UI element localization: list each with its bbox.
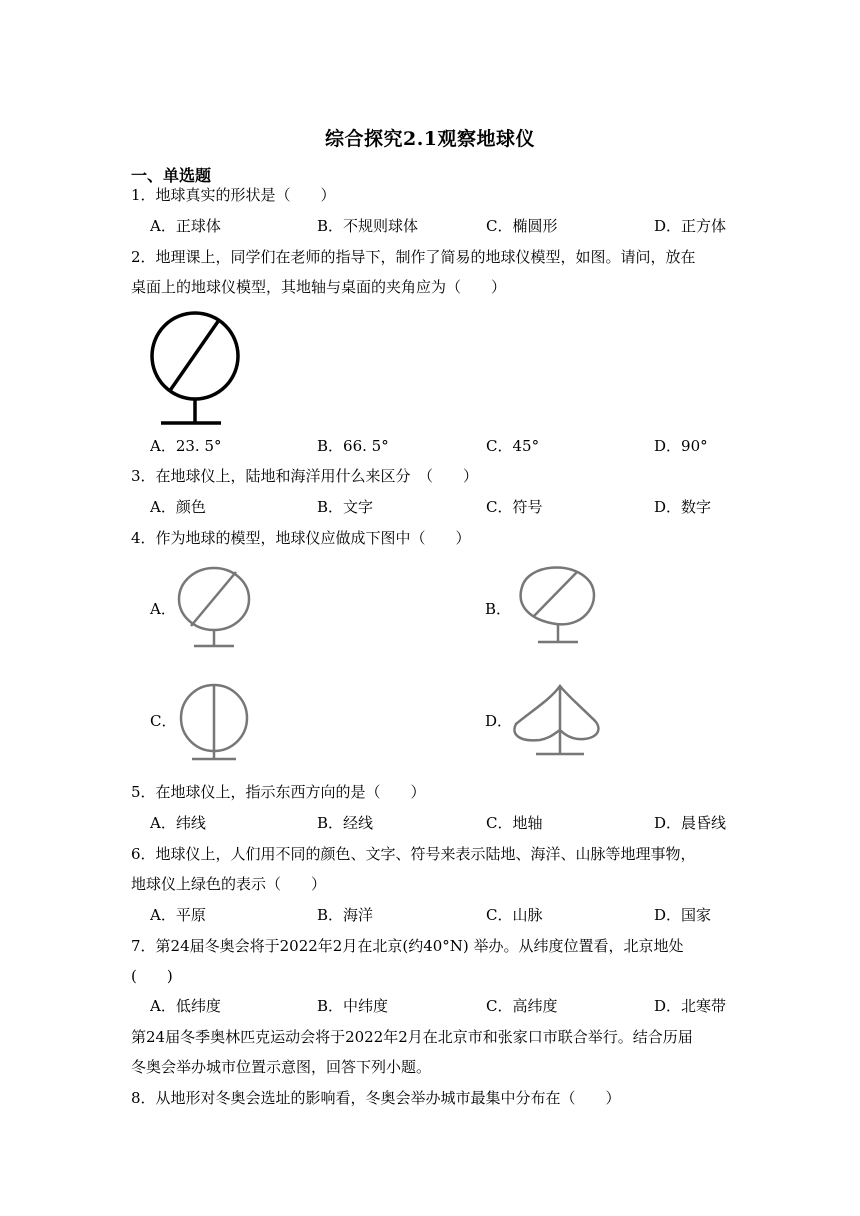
- option-d: D．正方体: [654, 217, 727, 235]
- question-7-options: [150, 996, 750, 1016]
- option-d: D．90°: [654, 437, 708, 455]
- figure-c-label: C．: [150, 712, 177, 730]
- question-7-stem-line-2: ( ): [131, 967, 173, 985]
- question-2-options: [150, 436, 750, 456]
- option-b: B．海洋: [317, 906, 374, 924]
- option-b: B．中纬度: [317, 997, 389, 1015]
- question-5-options: [150, 813, 750, 833]
- figure-a-label: A．: [150, 600, 176, 618]
- question-5-stem: 5．在地球仪上，指示东西方向的是（ ）: [131, 783, 426, 801]
- question-3-options: [150, 497, 750, 517]
- option-a: A．纬线: [150, 814, 206, 832]
- question-2-stem-line-1: 2．地理课上，同学们在老师的指导下，制作了简易的地球仪模型，如图。请问，放在: [131, 248, 696, 266]
- option-a: A．正球体: [150, 217, 221, 235]
- question-1-options: [150, 216, 750, 236]
- option-b: B．文字: [317, 498, 374, 516]
- question-8-stem: 8．从地形对冬奥会选址的影响看，冬奥会举办城市最集中分布在（ ）: [131, 1089, 621, 1107]
- option-c: C．45°: [486, 437, 540, 455]
- option-b: B．经线: [317, 814, 374, 832]
- option-b: B．不规则球体: [317, 217, 419, 235]
- option-d: D．晨昏线: [654, 814, 727, 832]
- question-3-stem: 3．在地球仪上，陆地和海洋用什么来区分 （ ）: [131, 467, 479, 485]
- question-7-stem-line-1: 7．第24届冬奥会将于2022年2月在北京(约40°N) 举办。从纬度位置看，北京地处: [131, 937, 684, 955]
- globe-model-figure: [145, 312, 245, 427]
- question-1-stem: 1．地球真实的形状是（ ）: [131, 186, 336, 204]
- option-d: D．北寒带: [654, 997, 727, 1015]
- question-6-stem-line-1: 6．地球仪上，人们用不同的颜色、文字、符号来表示陆地、海洋、山脉等地理事物，: [131, 845, 696, 863]
- option-b: B．66. 5°: [317, 437, 389, 455]
- question-6-options: [150, 905, 750, 925]
- figure-a-tilted-globe: [176, 566, 276, 650]
- figure-d-label: D．: [485, 712, 513, 730]
- option-c: C．符号: [486, 498, 543, 516]
- figure-d-leaf-shape: [510, 682, 610, 762]
- figure-c-upright-globe: [176, 681, 276, 765]
- option-a: A．平原: [150, 906, 206, 924]
- figure-b-lopsided-globe: [512, 562, 612, 648]
- option-c: C．山脉: [486, 906, 543, 924]
- section-heading: 一、单选题: [131, 166, 212, 185]
- option-d: D．数字: [654, 498, 712, 516]
- option-a: A．低纬度: [150, 997, 221, 1015]
- page-title: 综合探究2.1观察地球仪: [324, 128, 536, 150]
- question-6-stem-line-2: 地球仪上绿色的表示（ ）: [131, 875, 327, 893]
- material-line-2: 冬奥会举办城市位置示意图，回答下列小题。: [131, 1058, 432, 1076]
- option-c: C．椭圆形: [486, 217, 558, 235]
- question-2-stem-line-2: 桌面上的地球仪模型，其地轴与桌面的夹角应为（ ）: [131, 278, 507, 296]
- question-4-stem: 4．作为地球的模型，地球仪应做成下图中（ ）: [131, 529, 471, 547]
- material-line-1: 第24届冬季奥林匹克运动会将于2022年2月在北京市和张家口市联合举行。结合历届: [131, 1028, 693, 1046]
- option-d: D．国家: [654, 906, 712, 924]
- figure-b-label: B．: [485, 600, 512, 618]
- option-c: C．高纬度: [486, 997, 558, 1015]
- option-a: A．颜色: [150, 498, 206, 516]
- option-a: A．23. 5°: [150, 437, 222, 455]
- option-c: C．地轴: [486, 814, 543, 832]
